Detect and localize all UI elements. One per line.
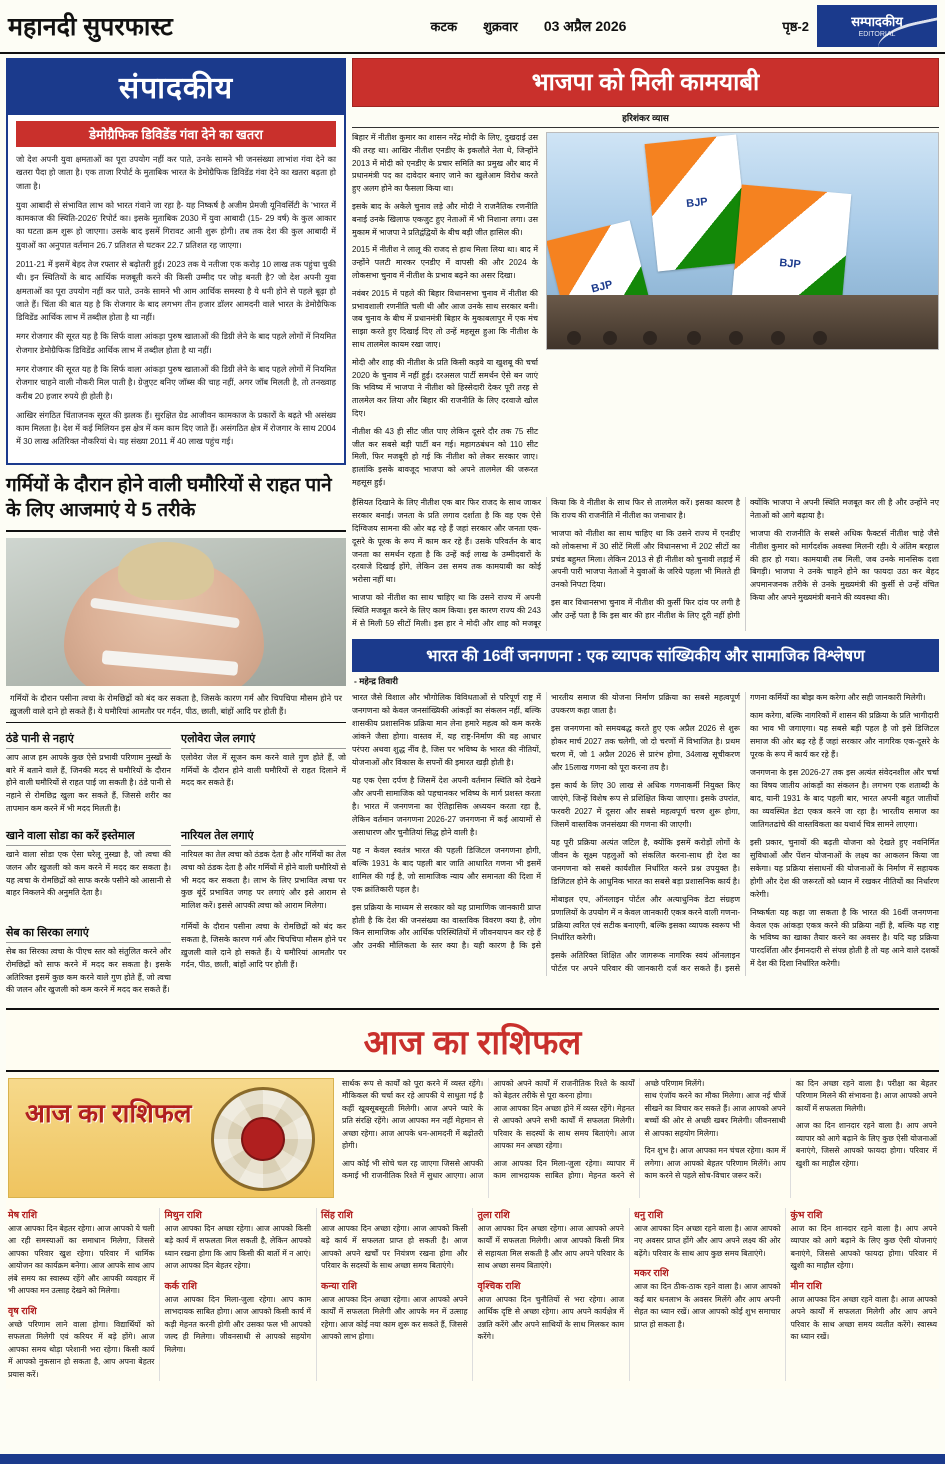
bjp-label: BJP [590,278,614,296]
feature-lead: गर्मियों के दौरान पसीना त्वचा के रोमछिद्रों को बंद कर सकता है, जिसके कारण गर्म और चिपचिपा मौसम होने पर ख़ुजली वाले दाने हो सकते हैं। ये घमौरियां आमतौर पर गर्दन, पीठ, छाती, बांहों आदि पर होती हैं। [10,693,342,717]
editorial-logo-sub: EDITORIAL [858,30,896,38]
census-para: यह न केवल स्वतंत्र भारत की पहली डिजिटल जनगणना होगी, बल्कि 1931 के बाद पहली बार जाति आधारित गणना भी इसमें शामिल की गई है, जो सामाजिक न्याय और समानता की दिशा में एक क्रांतिकारी पहल है। [352,845,541,894]
feature-headline: गर्मियों के दौरान होने वाली घमौरियों से राहत पाने के लिए आजमाएं ये 5 तरीके [6,473,346,532]
crowd [547,295,938,349]
bjp-rally-photo [546,132,939,350]
editorial-body [8,153,344,463]
lead-para: मोदी और शाह की नीतीश के प्रति किसी कड़वे या खुशबू की चर्चा 2020 के चुनाव में नहीं हुई। दरअसल पार्टी समर्थन ऐसे बन जाएं कि भविष्य में भाजपा ने नीतीश को हिस्सेदारी देकर पूरी तरह से तालमेल कर लिया और बिहार की राजनीति के लिए दरवाजे खोल दिए। [352,357,538,418]
lead-continuation [352,495,939,632]
tip-item [6,824,171,917]
lead-byline: हरिशंकर व्यास [352,107,939,128]
date-label: 03 अप्रैल 2026 [543,17,627,34]
zodiac-sign-text: आज आपका दिन मिला-जुला रहेगा। आप काम लाभदायक साबित होगा। आज आपको किसी कार्य में कड़ी मेहनत करनी होगी और उसका फल भी आपको जल्द ही मिलेगा। जीवनसाथी से आपको सहयोग मिलेगा। [164,1294,311,1354]
bjp-label: BJP [685,195,709,211]
tip-body-extra: गर्मियों के दौरान पसीना त्वचा के रोमछिद्रों को बंद कर सकता है, जिसके कारण गर्म और चिपचिपा मौसम होने पर ख़ुजली वाले दाने हो सकते हैं। ये घमौरियां आमतौर पर गर्दन, पीठ, छाती, बांहों आदि पर होती हैं। [181,922,346,970]
zodiac-sign-text: आज आपका दिन अच्छा रहेगा। आज आपको अपने कार्यों में सफलता मिलेगी। आज आपको किसी मित्र से सहायता मिल सकती है और आप अपने परिवार के साथ अच्छा समय बिताएंगे। [477,1223,624,1271]
zodiac-sign-name: वृष राशि [8,1305,37,1317]
horoscope-flow-para: दिन शुभ है। आज आपका मन चंचल रहेगा। काम में लगेगा। आज आपको बेहतर परिणाम मिलेंगे। आप काम करने से पहले सोच-विचार जरूर करें। [644,1146,786,1181]
crowd-person [567,331,581,345]
zodiac-sign-item [791,1208,938,1273]
editorial-box [6,58,346,465]
zodiac-sign-item [478,1279,625,1344]
tip-body: आप आज हम आपके कुछ ऐसे प्रभावी परिणाम नुस्खों के बारे में बताने वाले हैं, जिनकी मदद से घमौरियों के दौरान होने वाली घमौरियों से राहत पाई जा सकती है। ठंडे पानी से नहाने से रोमछिद्र खुला कर सकते हैं, जिससे शरीर का तापमान कम करने में भी मदद मिलती है। [6,753,171,813]
census-para: इसके अतिरिक्त शिक्षित और जागरूक नागरिक स्वयं ऑनलाइन पोर्टल पर अपने परिवार की जानकारी दर्ज कर सकते हैं। इससे गणना कर्मियों का बोझ कम करेगा और सही जानकारी मिलेगी। [551,693,926,974]
editorial-subheading: डेमोग्रैफिक डिविडेंड गंवा देने का खतरा [16,121,336,147]
horoscope-top [6,1072,939,1204]
tips-grid [6,722,346,1002]
lead-para: भाजपा की राजनीति के सबसे अधिक फैक्टर्स नीतीश चाहे जैसे नीतीश कुमार को मार्गदर्शक अवस्था मिलनी रही। ये अंतिम बरहाल की हार हो गया। कामयाबी तब मिली, जब उनके मानसिक दशा बिगड़ी। भाजपा ने उनके चाहने होने का फायदा उठा कर बेहद अपमानजनक तरीके से उनके मुख्यमंत्री की कुर्सी से उन्हें वंचित किया और अपने मुख्यमंत्री बनाने की व्यवस्था की। [750,528,939,603]
zodiac-sign-item [8,1304,155,1381]
tip-title: ठंडे पानी से नहाएं [6,731,171,749]
horoscope-flow-col [645,1090,786,1182]
zodiac-sign-text: आज आपका दिन अच्छा रहने वाला है। आज आपको अपने कार्यों में सफलता मिलेगी और आप अपने परिवार के साथ अच्छा समय व्यतीत करेंगे। स्वास्थ्य का ध्यान रखें। [790,1294,937,1342]
horoscope-flow-para: आप कोई भी सोचे चल रह जाएगा जिससे आपकी कमाई भी राजनीतिक रिश्ते में सुधार आएगा। आज आपको अपने कार्यों में राजनीतिक रिश्ते के कार्यों को बेहतर तरीके से पूरा करना होगा। [342,1078,635,1181]
zodiac-sign-text: आज आपका दिन बेहतर रहेगा। आज आपको ये चली आ रही समस्याओं का समाधान मिलेगा, जिससे आपका परिवार खुश रहेगा। परिवार में धार्मिक आयोजन का कार्यक्रम बनेगा। आज आपके साथ आप लंबे समय का स्वास्थ्य रहेंगे और आपकी व्यवहार में भी आपका मन उत्साह देखने को मिलेगा। [8,1223,155,1296]
lead-para: इसके बाद के अकेले चुनाव लड़े और मोदी ने राजनैतिक रणनीति बनाई उनके खिलाफ एकजुट हुए नेताओं में भी निशाना लगा। उस मुकाम में भाजपा ने प्रतिद्वंद्वियों के बीच बड़ी जीत हासिल की। [352,201,538,237]
horoscope-flow-para: साथ एंजॉय करने का मौका मिलेगा। आज नई चीजें सीखने का विचार कर सकते हैं। आज आपको अपने बच्चों की ओर से अच्छी खबर मिलेगी। जीवनसाथी से आपका सहयोग मिलेगा। [644,1091,786,1138]
zodiac-sign-name: वृश्चिक राशि [477,1280,521,1292]
edition-label: कटक [430,19,458,34]
census-para: भारत जैसे विशाल और भौगोलिक विविधताओं से परिपूर्ण राष्ट्र में जनगणना को केवल जनसांख्यिकी आंकड़ों का संकलन नहीं, बल्कि शासकीय प्रशासनिक प्रक्रिया मान लेना हमारे महत्व को कम करके आंकने जैसा होगा। वास्तव में, यह राष्ट्र-निर्माण की वह आधार परंपरा अथवा शुद्ध नींव है, जिस पर भविष्य के भारत की नीतियों, योजनाओं और विकास के सपनों की इमारत खड़ी होती है। [352,693,541,768]
summer-feature [6,473,346,1002]
zodiac-sign-item [165,1279,312,1356]
masthead-info [338,17,719,36]
census-para: इस कार्य के लिए 30 लाख से अधिक गणनाकर्मी नियुक्त किए जाएंगे, जिन्हें विशेष रूप से प्रशिक्षित किया जाएगा। इसके उपरांत, फरवरी 2027 में दूसरा और सबसे महत्वपूर्ण चरण शुरू होगा, जिसमें वास्तविक जनसंख्या की गणना की जाएगी। [551,780,740,829]
horoscope-flow-para: आज आपका दिन मिला-जुला रहेगा। व्यापार में काम लाभदायक साबित होगा। मेहनत करने से अच्छे परिणाम मिलेंगे। [493,1078,705,1181]
tip-title: एलोवेरा जेल लगाएं [181,731,346,749]
lead-para: नीतीश की 43 ही सीट जीत पाए लेकिन दूसरे दौर तक 75 सीट जीत कर सबसे बड़ी पार्टी बन गई। महागठबंधन को 110 सीट मिली, फिर मजबूरी हो गई कि नीतीश को लेकर सरकार जाए। हालांकि इसके बावजूद भाजपा को अपने तालमेल की जरूरत महसूस हुई। [352,426,538,487]
editorial-para: मगर रोजगार की सूरत यह है कि सिर्फ वाला आंकड़ा पुरुष खाताओं की डिग्री लेने के बाद पहले लोगों में नियमित रोजगार डेमोग्रैफिक डिविडेंड आर्थिक लाभ में तब्दील होता है था नहीं। [16,332,336,355]
bjp-flag [645,135,750,272]
zodiac-sign-text: आज आपका दिन अच्छा रहेगा। आज आपको अपने कार्यों में सफलता मिलेगी और आपके मन में उत्साह रहेगा। आज कोई नया काम शुरू कर सकते हैं, जिससे आपको लाभ होगा। [321,1294,468,1342]
footer-strip [0,1454,945,1464]
tip-item [6,727,171,820]
tip-title: सेब का सिरका लगाएं [6,925,171,943]
tip-body: एलोवेरा जेल में सूजन कम करने वाले गुण होते हैं, जो गर्मियों के दौरान होने वाली घमौरियों से राहत दिलाने में मदद कर सकते हैं। [181,753,346,788]
lead-para: भाजपा को नीतीश का साथ चाहिए था कि उसने राज्य में एनडीए को लोकसभा में 30 सीटें मिलीं और विधानसभा में 202 सीटों का प्रचंड बहुमत मिला। लेकिन 2013 से ही नीतीश को चुनावी लड़ाई में अपनी पारी भाजपा नेताओं ने युवाओं के जरिये पहला भी मिलते ही उनको निपटा दिया। [551,528,740,590]
zodiac-sign-name: तुला राशि [477,1209,510,1221]
editorial-logo [817,5,937,47]
lead-para: भाजपा को नीतीश का साथ चाहिए था कि उसने राज्य में अपनी स्थिति मजबूत करने के लिए काम किया। इस कारण राज्य की 243 में से मिली 59 सीटों मिली। इस हार ने मोदी और शाह को मजबूर किया कि वे नीतीश के साथ फिर से तालमेल करें। इसका कारण है कि राज्य की राजनीति में नीतीश का जनाधार है। [352,497,740,629]
zodiac-sign-text: अच्छे परिणाम लाने वाला होगा। विद्यार्थियों को सफलता मिलेगी एवं करियर में बड़े होंगे। आज आपका समय थोड़ा परेशानी भरा रहेगा। किसी कार्य में आपको नुकसान हो सकता है, आप अपना बेहतर प्रयास करें। [8,1319,155,1379]
feature-photo [6,538,346,686]
zodiac-sign-item [791,1279,938,1344]
zodiac-sign-item [321,1208,468,1273]
census-para: यह पूरी प्रक्रिया अत्यंत जटिल है, क्योंकि इसमें करोड़ों लोगों के जीवन के सूक्ष्म पहलुओं को संकलित करना-साथ ही देश का जनगणना को सबसे कार्यशील निर्धारित करने प्रश्न उपयुक्त है। डिजिटल होने के आधुनिक भारत का सबसे बड़ा प्रशासनिक कार्य है। [551,837,741,886]
census-para: यह एक ऐसा दर्पण है जिसमें देश अपनी वर्तमान स्थिति को देखने और अपनी सामाजिक को पहचानकर भविष्य के मार्ग प्रशस्त करता है। भारत में जनगणना का ऐतिहासिक अध्ययन करता रहा है, लेकिन वर्तमान जनगणना 2026-27 जनगणना में कई आयामों से असाधारण और चुनौतियां सिद्ध होने वाली है। [352,775,541,837]
zodiac-sign-item [8,1208,155,1298]
editorial-para: 2011-21 में इसमें बेहद तेज रफ्तार से बढ़ोतरी हुई। 2023 तक ये नतीजा एक करोड़ 10 लाख तक पहुंचा चुकी थी। इन स्थितियों के बाद आर्थिक मजबूती करने की किसी उम्मीद पर जोड़ बनती है? जो देश अपनी युवा क्षमताओं का पूरा उपयोग नहीं कर पाते, उनके सामने भी आम आर्थिक समस्या है ये धनी होने से पहले बूढ़ा हो जाते हैं। चिंता की बात यह है कि रोजगार के बाद लगभग तीन हजार डॉलर आमदनी वाले भारत के डेमोग्रैफिक डिविडेंड आर्थिक लाभ में तब्दील होता है था नहीं। [16,259,336,323]
zodiac-sign-item [634,1208,781,1260]
bjp-label: BJP [778,257,802,271]
horoscope-flow-para: आज का दिन शानदार रहने वाला है। आप अपने व्यापार को आगे बढ़ाने के लिए कुछ ऐसी योजनाओं बनाएंगे, जिससे आपको फायदा होगा। परिवार में खुशी का माहौल रहेगा। [795,1121,937,1168]
horoscope-art [8,1078,334,1198]
day-label: शुक्रवार [483,19,518,34]
zodiac-sign-text: आज का दिन ठीक-ठाक रहने वाला है। आज आपको कई बार धनलाभ के अवसर मिलेंगे और आप अपनी सेहत का ध्यान रखें। आज आपको कोई शुभ समाचार प्राप्त हो सकता है। [634,1282,781,1329]
zodiac-sign-name: मकर राशि [634,1268,669,1280]
zodiac-sign-item [634,1266,781,1331]
tip-body: खाने वाला सोडा एक ऐसा घरेलू नुस्खा है, जो त्वचा की जलन और खुजली को कम करने में मदद कर सकता है। यह त्वचा के रोमछिद्रों को साफ करके पसीने को आसानी से बाहर निकलने की अनुमति देता है। [6,850,171,898]
census-headline: भारत की 16वीं जनगणना : एक व्यापक सांख्यिकीय और सामाजिक विश्लेषण [352,639,939,672]
editorial-para: मगर रोजगार की सूरत यह है कि सिर्फ वाला आंकड़ा पुरुष खाताओं की डिग्री लेने के बाद पहले लोगों में नियमित रोजगार चाहने वाली नौकरी मिल पाती है। ग्रेजुएट बनिए जॉब्स की चाह नहीं, अगर जॉब मिलती है, तो तनख्वाह करीब 20 हजार रुपये ही होती है। [16,364,336,401]
census-para: निष्कर्षतः यह कहा जा सकता है कि भारत की 16वीं जनगणना केवल एक आंकड़ा एकत्र करने की प्रक्रिया नहीं है, बल्कि यह राष्ट्र के भविष्य का खाका तैयार करने का अवसर है। यदि यह प्रक्रिया पारदर्शिता और ईमानदारी से संपन्न होती है तो यह आने वाले दशकों में देश की दिशा निर्धारित करेगी। [750,907,939,969]
crowd-person [603,331,617,345]
zodiac-sign-item [165,1208,312,1273]
tip-item [6,921,171,1002]
horoscope-art-title: आज का राशिफल [25,1097,192,1128]
crowd-person [687,331,701,345]
tip-item [181,727,346,820]
zodiac-sign-name: धनु राशि [634,1209,664,1221]
lead-headline: भाजपा को मिली कामयाबी [352,58,939,107]
zodiac-sign-text: आज आपका दिन अच्छा रहेगा। आज आपको किसी बड़े कार्य में सफलता प्राप्त हो सकती है। आज आपको अपने खर्चों पर नियंत्रण रखना होगा और परिवार के सदस्यों के साथ अच्छा समय बिताएंगे। [321,1223,468,1271]
horoscope-flow-para: सार्थक रूप से कार्यों को पूरा करने में व्यस्त रहेंगे। मौकिकल की चर्चा कर रहे आपकी ये साधुता गई है कहीं खूबसूबसूरती मिलेगी। आज अपने प्यारे के प्रति संरक्षि रहेंगे। आज आपका मन नहीं मेहमान से अच्छा रहेगा। आज आपके धन-आमदनी में बढ़ोतरी होगी। [342,1078,484,1151]
editorial-heading: संपादकीय [8,60,344,115]
horoscope-flow-col [796,1078,937,1170]
zodiac-sign-name: कुंभ राशि [790,1209,823,1221]
lead-text-col-1 [352,132,538,495]
zodiac-sign-name: कन्या राशि [321,1280,357,1292]
zodiac-sign-item [321,1279,468,1344]
zodiac-sign-text: आज आपका दिन चुनौतियों से भरा रहेगा। आज आर्थिक दृष्टि से अच्छा रहेगा। आप अपने कार्यक्षेत्र में उन्नति करेंगे और अपने साथियों के साथ मिलकर काम करेंगे। [477,1294,624,1342]
lead-para: बिहार में नीतीश कुमार का शासन नरेंद्र मोदी के लिए, दुखदाई उस की तरह था। आखिर नीतीश एनडीए के इकलौते नेता थे, जिन्होंने 2013 में मोदी को एनडीए के प्रचार समिति का प्रमुख और बाद में प्रधानमंत्री पद का दावेदार बनाए जाने का खुलेआम विरोध करते हुए अलग होने का फैसला किया था। [352,133,538,194]
zodiac-wheel-icon [211,1087,315,1191]
tip-body: नारियल का तेल त्वचा को ठंडक देता है और गर्मियों का तेल त्वचा को ठंडक देता है और गर्मियों में होने वाली घमौरियों से भी मदद कर सकता है। लाभ के लिए प्रभावित त्वचा पर कुछ बूंदें प्रभावित जगह पर लगाएं और इसे आराम से मालिश करें। इससे आपकी त्वचा को आराम मिलेगा। [181,850,346,910]
crowd-person [729,331,743,345]
census-para: इस प्रक्रिया के माध्यम से सरकार को यह प्रामाणिक जानकारी प्राप्त होती है कि देश की जनसंख्या का वास्तविक विवरण क्या है, लोग किन सामाजिक और आर्थिक परिस्थितियों में जीवनयापन कर रहे हैं और उनकी मौलिकता के स्तर क्या है। यही कारण है कि इसे भारतीय समाज की योजना निर्माण प्रक्रिया का सबसे महत्वपूर्ण उपकरण कहा जाता है। [352,693,740,951]
zodiac-sign-text: आज का दिन शानदार रहने वाला है। आप अपने व्यापार को आगे बढ़ाने के लिए कुछ ऐसी योजनाएं बनाएंगे, जिससे आपको फायदा होगा। परिवार में खुशी का माहौल रहेगा। [790,1223,937,1271]
main-columns [0,54,945,1002]
census-para: काम करेगा, बल्कि नागरिकों में शासन की प्रक्रिया के प्रति भागीदारी का भाव भी जगाएगा। यह सबसे बड़ी पहल है जो इसे डिजिटल समाज की ओर बढ़ रहे हैं जहां सरकार और नागरिक एक-दूसरे के पूरक के रूप में कार्य कर रहे हैं। [750,711,939,760]
tip-title: खाने वाला सोडा का करें इस्तेमाल [6,828,171,846]
census-para: जनगणना के इस 2026-27 तक इस अत्यंत संवेदनशील और चर्चा का विषय जातीय आंकड़ों का संकलन है। लगभग एक शताब्दी के बाद, यानी 1931 के बाद पहली बार, भारत अपनी बहुत जातीयों का व्यवस्थित डेटा एकत्र करने जा रहा है। भारतीय समाज का जातिगतढांचे की वास्तविकता का यथार्थ चित्र सामने लाएगा। [750,768,939,829]
right-column [352,58,939,1002]
census-para: इस जनगणना को समयबद्ध करते हुए एक अप्रैल 2026 से शुरू होकर मार्च 2027 तक चलेगी, जो दो चरणों में विभाजित है। प्रथम चरण में, जो 1 अप्रैल 2026 से प्रारंभ होगा, 34लाख सूचीकरण और 15लाख गणना को पूरा करना तय है। [551,724,740,773]
horoscope-flow-text [342,1078,937,1198]
lead-story [352,132,939,495]
editorial-para: जो देश अपनी युवा क्षमताओं का पूरा उपयोग नहीं कर पाते, उनके सामने भी जनसंख्या लाभांश गंवा देने का खतरा पैदा हो जाता है। एक ताजा रिपोर्ट के मुताबिक भारत के डेमोग्रैफिक डिविडेंड गंवा देने का खतरा बढ़ता हो जाता है। [16,155,336,191]
left-column [6,58,346,1002]
zodiac-sign-text: आज आपका दिन अच्छा रहेगा। आज आपको किसी बड़े कार्य में सफलता मिल सकती है, लेकिन आपको ध्यान रखना होगा कि आप किसी की बातों में न आएं। आज आपका दिन बेहतर रहेगा। [164,1223,311,1271]
lead-para: हैसियत दिखाने के लिए नीतीश एक बार फिर राजद के साथ जाकर सरकार बनाई। जनता के प्रति लगाव दर्शाता है कि वह एक ऐसे दिग्विजय सामना की ओर बढ़ रहे हैं जहां सरकार और जनता एक-दूसरे के पूरक के रूप में काम कर रहे हैं। उसके परिवर्तन के बाद जनता का समर्थन रहता है कि उन्हें कई लाख के उम्मीदवारों के दरवाजे दिखाई होंगे, लेकिन उस समय तक कामयाबी का कोई भरोसा नहीं था। [352,497,541,585]
horoscope-section [6,1008,939,1389]
zodiac-sign-item [478,1208,625,1273]
editorial-logo-text: सम्पादकीय [851,13,903,29]
lead-para: इस बार विधानसभा चुनाव में नीतीश की कुर्सी फिर दांव पर लगी है और उन्हें पता है कि इस बार की हार नीतीश के लिए दूरी नहीं होगी क्योंकि भाजपा ने अपनी स्थिति मजबूत कर ली है और उन्होंने नए नेताओं को आगे बढ़ाया है। [551,497,939,621]
zodiac-sign-text: आज आपका दिन अच्छा रहने वाला है। आज आपको नए अवसर प्राप्त होंगे और आप अपने लक्ष्य की ओर बढ़ेंगे। परिवार के साथ आप कुछ समय बिताएंगे। [634,1223,781,1258]
page-number: पृष्ठ-2 [782,19,809,34]
zodiac-sign-name: मीन राशि [790,1280,822,1292]
lead-para: नवंबर 2015 में पहले की बिहार विधानसभा चुनाव में नीतीश की प्रभावशाली रणनीति चली थी और आज उनके साथ सरकार बनी। जब चुनाव के बीच में प्रधानमंत्री बिहार के मुकाबलापुर में एक मंच साझा करते हुए दिखाई दिए तो उन्हें महसूस हुआ कि नीतीश के साथ तालमेल कायम रखा जाए। [352,288,538,349]
census-para: इसी प्रकार, चुनावों की बढ़ती योजना को देखते हुए नवनिर्मित सुविधाओं और पेंशन योजनाओं के लक्ष्य का आकलन किया जा सकेगा। यह प्रक्रिया संसाधनों की योजनाओं के निर्माण में सहायक होगी और देश की जरूरतों को ध्यान में रखकर नीतियों का निर्धारण करेगी। [750,837,939,899]
zodiac-sign-name: मिथुन राशि [164,1209,202,1221]
tip-item [181,824,346,917]
zodiac-sign-name: कर्क राशि [164,1280,197,1292]
editorial-para: युवा आबादी से संभावित लाभ को भारत गंवाने जा रहा है- यह निष्कर्ष है अजीम प्रेमजी यूनिवर्सिटी के 'भारत में कामकाज की स्थिति-2026' रिपोर्ट का। इसके मुताबिक 2030 में युवा आबादी (15- 29 वर्ष) के कुल आकार का घटता क्रम शुरू हो जाएगा। उसके बाद इसमें गिरावट आनी शुरू होगी। तब तक देश की कुल आबादी में युवाओं का अनुपात वर्तमान 26.7 प्रतिशत से घटकर 22.7 प्रतिशत रह जाएगा। [16,200,336,250]
tip-title: नारियल तेल लगाएं [181,828,346,846]
lead-para: 2015 में नीतीश ने लालू की राजद से हाथ मिला लिया था। बाद में उन्होंने पलटी मारकर एनडीए में वापसी की और 2024 के लोकसभा चुनाव में नीतीश के प्रभाव बढ़ने का असर दिखा। [352,245,538,280]
horoscope-flow-para: का दिन अच्छा रहने वाला है। परीक्षा का बेहतर परिणाम मिलने की संभावना है। आज आपको अपने कार्यों में सफलता मिलेगी। [795,1078,937,1113]
zodiac-sign-name: सिंह राशि [321,1209,353,1221]
tip-item-filler [181,921,346,1002]
masthead [0,0,945,54]
newspaper-title: महानदी सुपरफास्ट [8,13,173,41]
tip-body: सेब का सिरका त्वचा के पीएच स्तर को संतुलित करने और रोमछिद्रों को साफ करने में मदद कर सकता है। इसके अतिरिक्त इसमें कुछ कम करने वाले गुण होते हैं, जो त्वचा की जलन और खुजली को कम करने में मदद कर सकते हैं। [6,947,171,995]
zodiac-sign-name: मेष राशि [8,1209,38,1221]
crowd-person [643,331,657,345]
horoscope-title: आज का राशिफल [6,1010,939,1072]
census-para: मोबाइल एप, ऑनलाइन पोर्टल और अत्याधुनिक डेटा संग्रहण प्रणालियों के उपयोग में न केवल जानकारी एकत्र करने वाली गणना-प्रक्रिया त्वरित एवं सटीक बनाएगी, बल्कि इसका व्यापक स्वरूप भी निर्धारित करेगी। [551,894,740,943]
crowd-person [771,331,785,345]
crowd-person [813,331,827,345]
editorial-para: आखिर संगठित चिंताजनक सूरत की झलक हैं। सुरक्षित ग्रेड आजीवन कामकाज के प्रकारों के बढ़ते भी असंख्य काम मिलता है। देश में कई मिलियन इस क्षेत्र में कम काम दिए जाते हैं। असंगठित क्षेत्र में रोजगार के साथ 2004 में 30 लाख अतिरिक्त नौकरियां थे। यह संख्या 2011 में 40 लाख पहुंच गई। [16,410,336,447]
photo-hair [118,542,214,600]
horoscope-flow-para: आज आपका दिन अच्छा होने में व्यस्त रहेंगे। मेहनत से आपको अपने सभी कार्यों में सफलता मिलेगी। परिवार के सदस्यों के साथ समय बिताएंगे। आज आपका मन अच्छा रहेगा। [493,1103,635,1151]
census-body [352,690,939,976]
census-byline: - महेन्द्र तिवारी [354,676,398,687]
zodiac-signs-list [6,1204,939,1389]
